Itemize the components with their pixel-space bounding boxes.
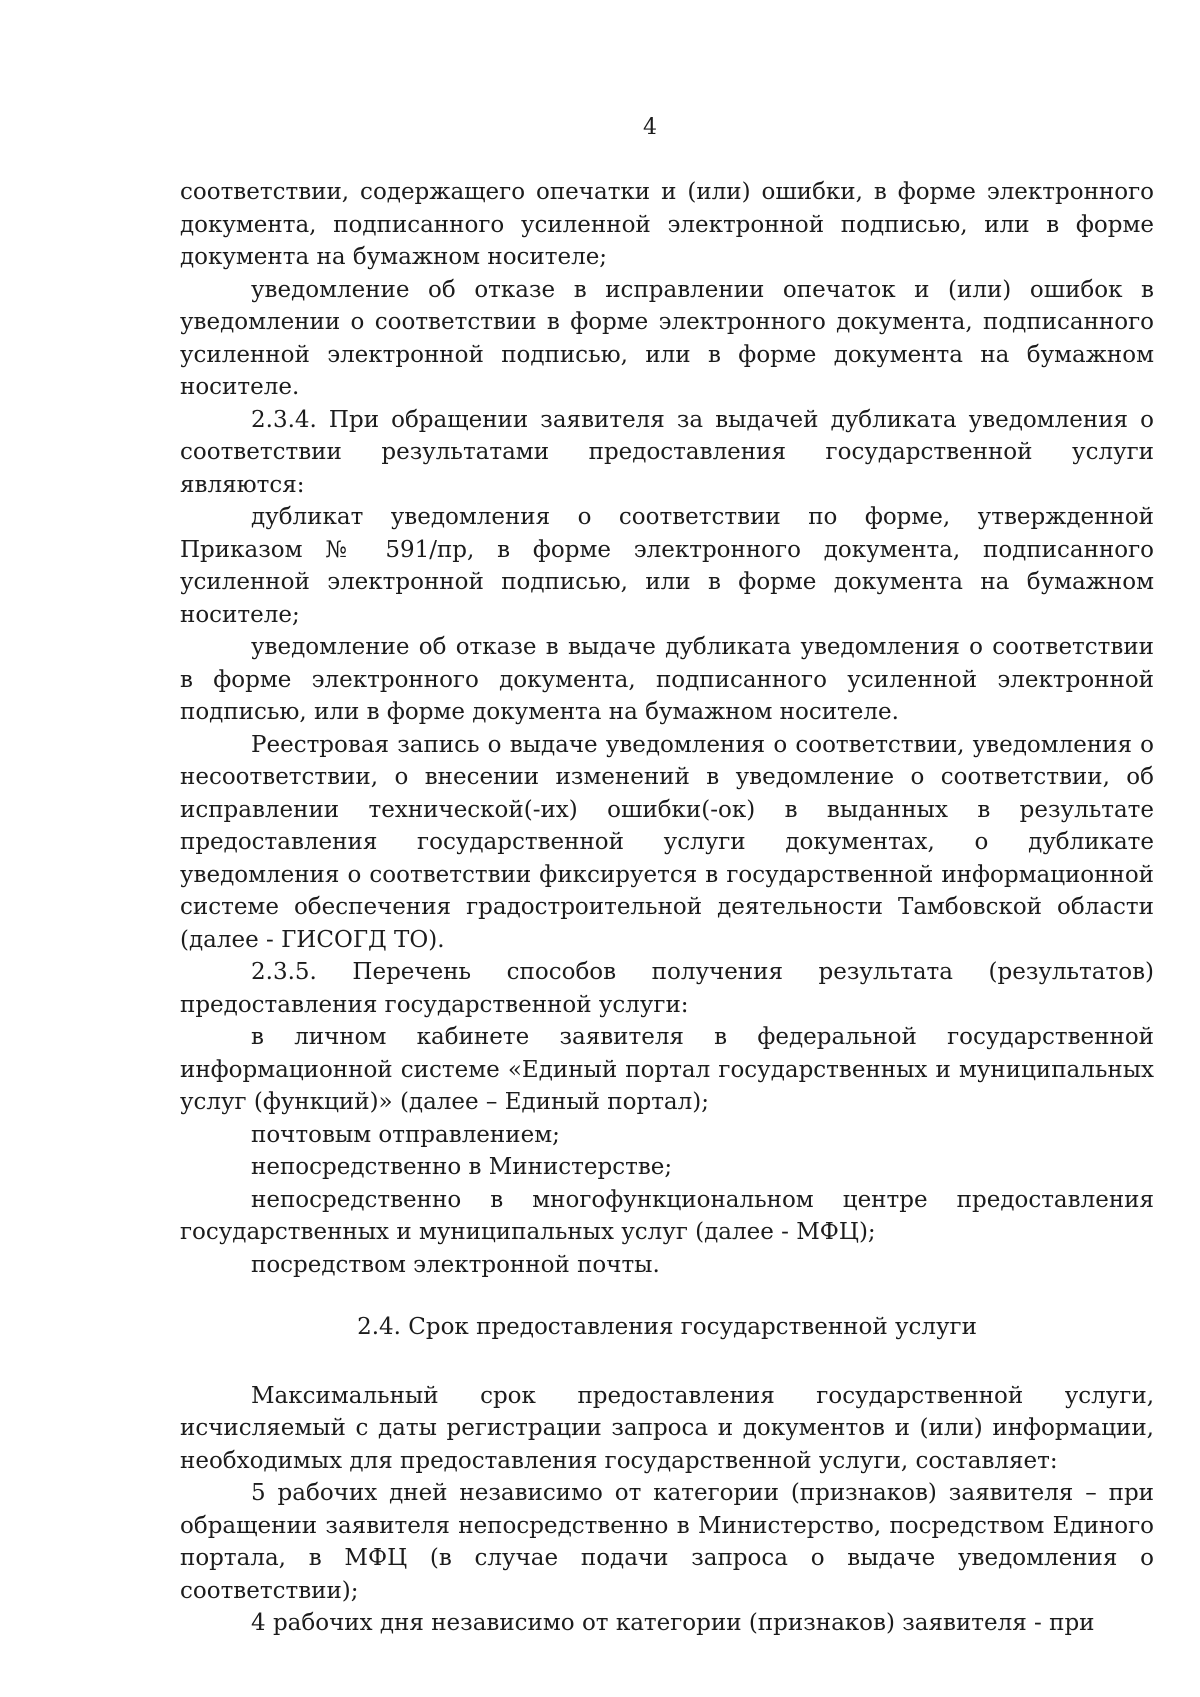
paragraph: 4 рабочих дня независимо от категории (признаков) заявителя - при [251, 1610, 1095, 1636]
paragraph: дубликат уведомления о соответствии по форме, утвержденной Приказом № 591/пр, в форме электронного документа, подписанного усиленной электронной подписью, или в форме документа на бумажном носителе; [180, 504, 1154, 628]
section-title: 2.4. Срок предоставления государственной услуги [357, 1314, 977, 1340]
paragraph: 2.3.4. При обращении заявителя за выдачей дубликата уведомления о соответствии результатами предоставления государственной услуги являются: [180, 406, 1154, 498]
paragraph: уведомление об отказе в исправлении опечаток и (или) ошибок в уведомлении о соответствии в форме электронного документа, подписанного усиленной электронной подписью, или в форме документа на бумажном носителе. [180, 276, 1154, 400]
paragraph: почтовым отправлением; [251, 1121, 560, 1148]
paragraph: соответствии, содержащего опечатки и (или) ошибки, в форме электронного документа, подписанного усиленной электронной подписью, или в форме документа на бумажном носителе; [180, 179, 1154, 270]
paragraph: посредством электронной почты. [251, 1251, 660, 1278]
paragraph: 2.3.5. Перечень способов получения результата (результатов) предоставления государственной услуги: [180, 959, 1154, 1018]
paragraph: в личном кабинете заявителя в федеральной государственной информационной системе «Единый портал государственных и муниципальных услуг (функций)» (далее – Единый портал); [180, 1024, 1154, 1115]
paragraph: уведомление об отказе в выдаче дубликата уведомления о соответствии в форме электронного документа, подписанного усиленной электронной подписью, или в форме документа на бумажном носителе. [180, 634, 1154, 725]
paragraph: непосредственно в многофункциональном центре предоставления государственных и муниципальных услуг (далее - МФЦ); [180, 1186, 1154, 1245]
page-number: 4 [643, 115, 657, 140]
paragraph: непосредственно в Министерстве; [251, 1154, 673, 1180]
paragraph: Максимальный срок предоставления государственной услуги, исчисляемый с даты регистрации запроса и документов и (или) информации, необходимых для предоставления государственной услуги, составляет: [180, 1382, 1154, 1474]
paragraph: 5 рабочих дней независимо от категории (признаков) заявителя – при обращении заявителя непосредственно в Министерство, посредством Единого портала, в МФЦ (в случае подачи запроса о выдаче уведомления о соответствии); [180, 1480, 1154, 1604]
paragraph: Реестровая запись о выдаче уведомления о соответствии, уведомления о несоответствии, о внесении изменений в уведомление о соответствии, об исправлении технической(-их) ошибки(-ок) в выданных в результате предоставления государственной услуги документах, о дубликате уведомления о соответствии фиксируется в государственной информационной системе обеспечения градостроительной деятельности Тамбовской области (далее - ГИСОГД ТО). [180, 731, 1154, 953]
document-body [180, 176, 1154, 1640]
